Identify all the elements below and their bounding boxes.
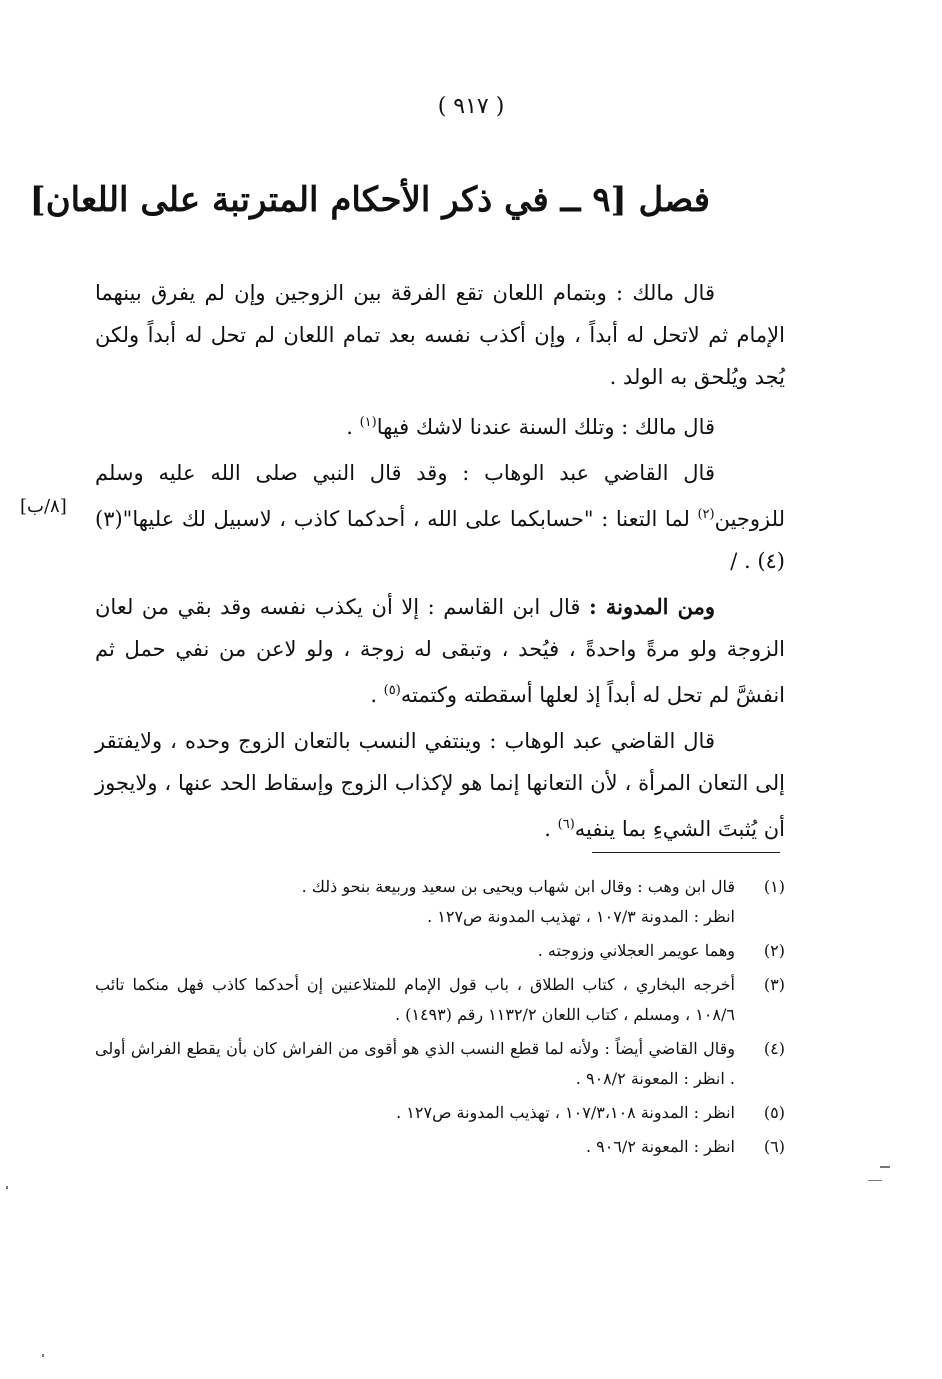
footnote-line: انظر : المعونة ٩٠٦/٢ . [585,1137,735,1156]
footnote-line: وهما عويمر العجلاني وزوجته . [537,941,735,960]
paragraph [95,452,785,582]
footnote-text [95,1132,735,1162]
footnote-number: (١) [763,877,785,896]
scan-speck [6,1186,8,1189]
footnote-line: انظر : المدونة ١٠٧/٣ ، تهذيب المدونة ص١٢٧ . [427,907,735,926]
footnote-ref: (٥) [383,683,401,698]
paragraph-text: قال مالك : وبتمام اللعان تقع الفرقة بين الزوجين وإن لم يفرق بينهما الإمام ثم لاتحل له أبداً ، وإن أكذب نفسه بعد تمام اللعان لم تحل له أبداً ولكن يُجد ويُلحق به الولد . [95,281,785,389]
scan-speck [42,1354,44,1357]
footnote-line: أخرجه البخاري ، كتاب الطلاق ، باب قول الإمام للمتلاعنين إن أحدكما كاذب فهل منكما تائب ١٠٨/٦ ، ومسلم ، كتاب اللعان ١١٣٢/٢ رقم (١٤٩٣) . [95,975,735,1024]
scan-speck [880,1166,890,1168]
footnote-line: قال ابن وهب : وقال ابن شهاب ويحيى بن سعيد وربيعة بنحو ذلك . [301,877,735,896]
paragraph-text: قال ابن القاسم : إلا أن يكذب نفسه وقد بقي من لعان الزوجة ولو مرةً واحدةً ، فيُحد ، وتبقى له زوجة ، ولو لاعن من نفي حمل ثم انفشَّ لم تحل له أبداً إذ لعلها أسقطته وكتمته [95,595,785,707]
paragraph [95,402,785,448]
footnote-line: انظر : المدونة ١٠٧/٣،١٠٨ ، تهذيب المدونة ص١٢٧ . [396,1103,735,1122]
main-text [95,272,785,854]
scan-speck [868,1180,882,1181]
footnote-number: (٦) [763,1137,785,1156]
page-number: ( ٩١٧ ) [437,94,505,119]
footnote-number: (٤) [763,1039,785,1058]
paragraph [95,586,785,716]
footnote-text [95,1098,735,1128]
footnote-ref: (١) [359,415,377,430]
footnote-ref: (٢) [697,507,715,522]
source-lead: ومن المدونة : [588,594,716,619]
footnote [95,1034,785,1094]
paragraph-tail: . [346,415,360,439]
paragraph-text: قال القاضي عبد الوهاب : وينتفي النسب بالتعان الزوج وحده ، ولايفتقر إلى التعان المرأة ، لأن التعانها إنما هو لإكذاب الزوج وإسقاط الحد عنها ، ولايجوز أن يُثبتَ الشيءِ بما ينفيه [95,729,785,841]
footnotes [95,872,785,1166]
footnote [95,1098,785,1128]
paragraph-tail: لما التعنا : "حسابكما على الله ، أحدكما كاذب ، لاسبيل لك عليها"(٣) (٤) . / [95,507,785,573]
paragraph-text: قال مالك : وتلك السنة عندنا لاشك فيها [376,415,715,439]
footnote-text [95,936,735,966]
footnote-text [95,970,735,1030]
paragraph [95,720,785,850]
footnote-text [95,1034,735,1094]
footnote [95,1132,785,1162]
footnote [95,936,785,966]
footnote-line: وقال القاضي أيضاً : ولأنه لما قطع النسب الذي هو أقوى من الفراش كان بأن يقطع الفراش أولى . انظر : المعونة ٩٠٨/٢ . [95,1039,735,1088]
paragraph-tail: . [370,683,384,707]
footnote-text [95,872,735,932]
chapter-heading: فصل [٩ ــ في ذكر الأحكام المترتبة على اللعان] [29,180,710,220]
footnote-divider [592,852,780,853]
footnote [95,872,785,932]
footnote-number: (٣) [763,975,785,994]
footnote-number: (٥) [763,1103,785,1122]
footnote-number: (٢) [763,941,785,960]
footnote-ref: (٦) [557,817,575,832]
paragraph [95,272,785,398]
paragraph-tail: . [544,817,558,841]
footnote [95,970,785,1030]
paragraph-text: قال القاضي عبد الوهاب : وقد قال النبي صلى الله عليه وسلم للزوجين [95,461,785,531]
margin-folio-note: [٨/ب] [20,496,67,517]
